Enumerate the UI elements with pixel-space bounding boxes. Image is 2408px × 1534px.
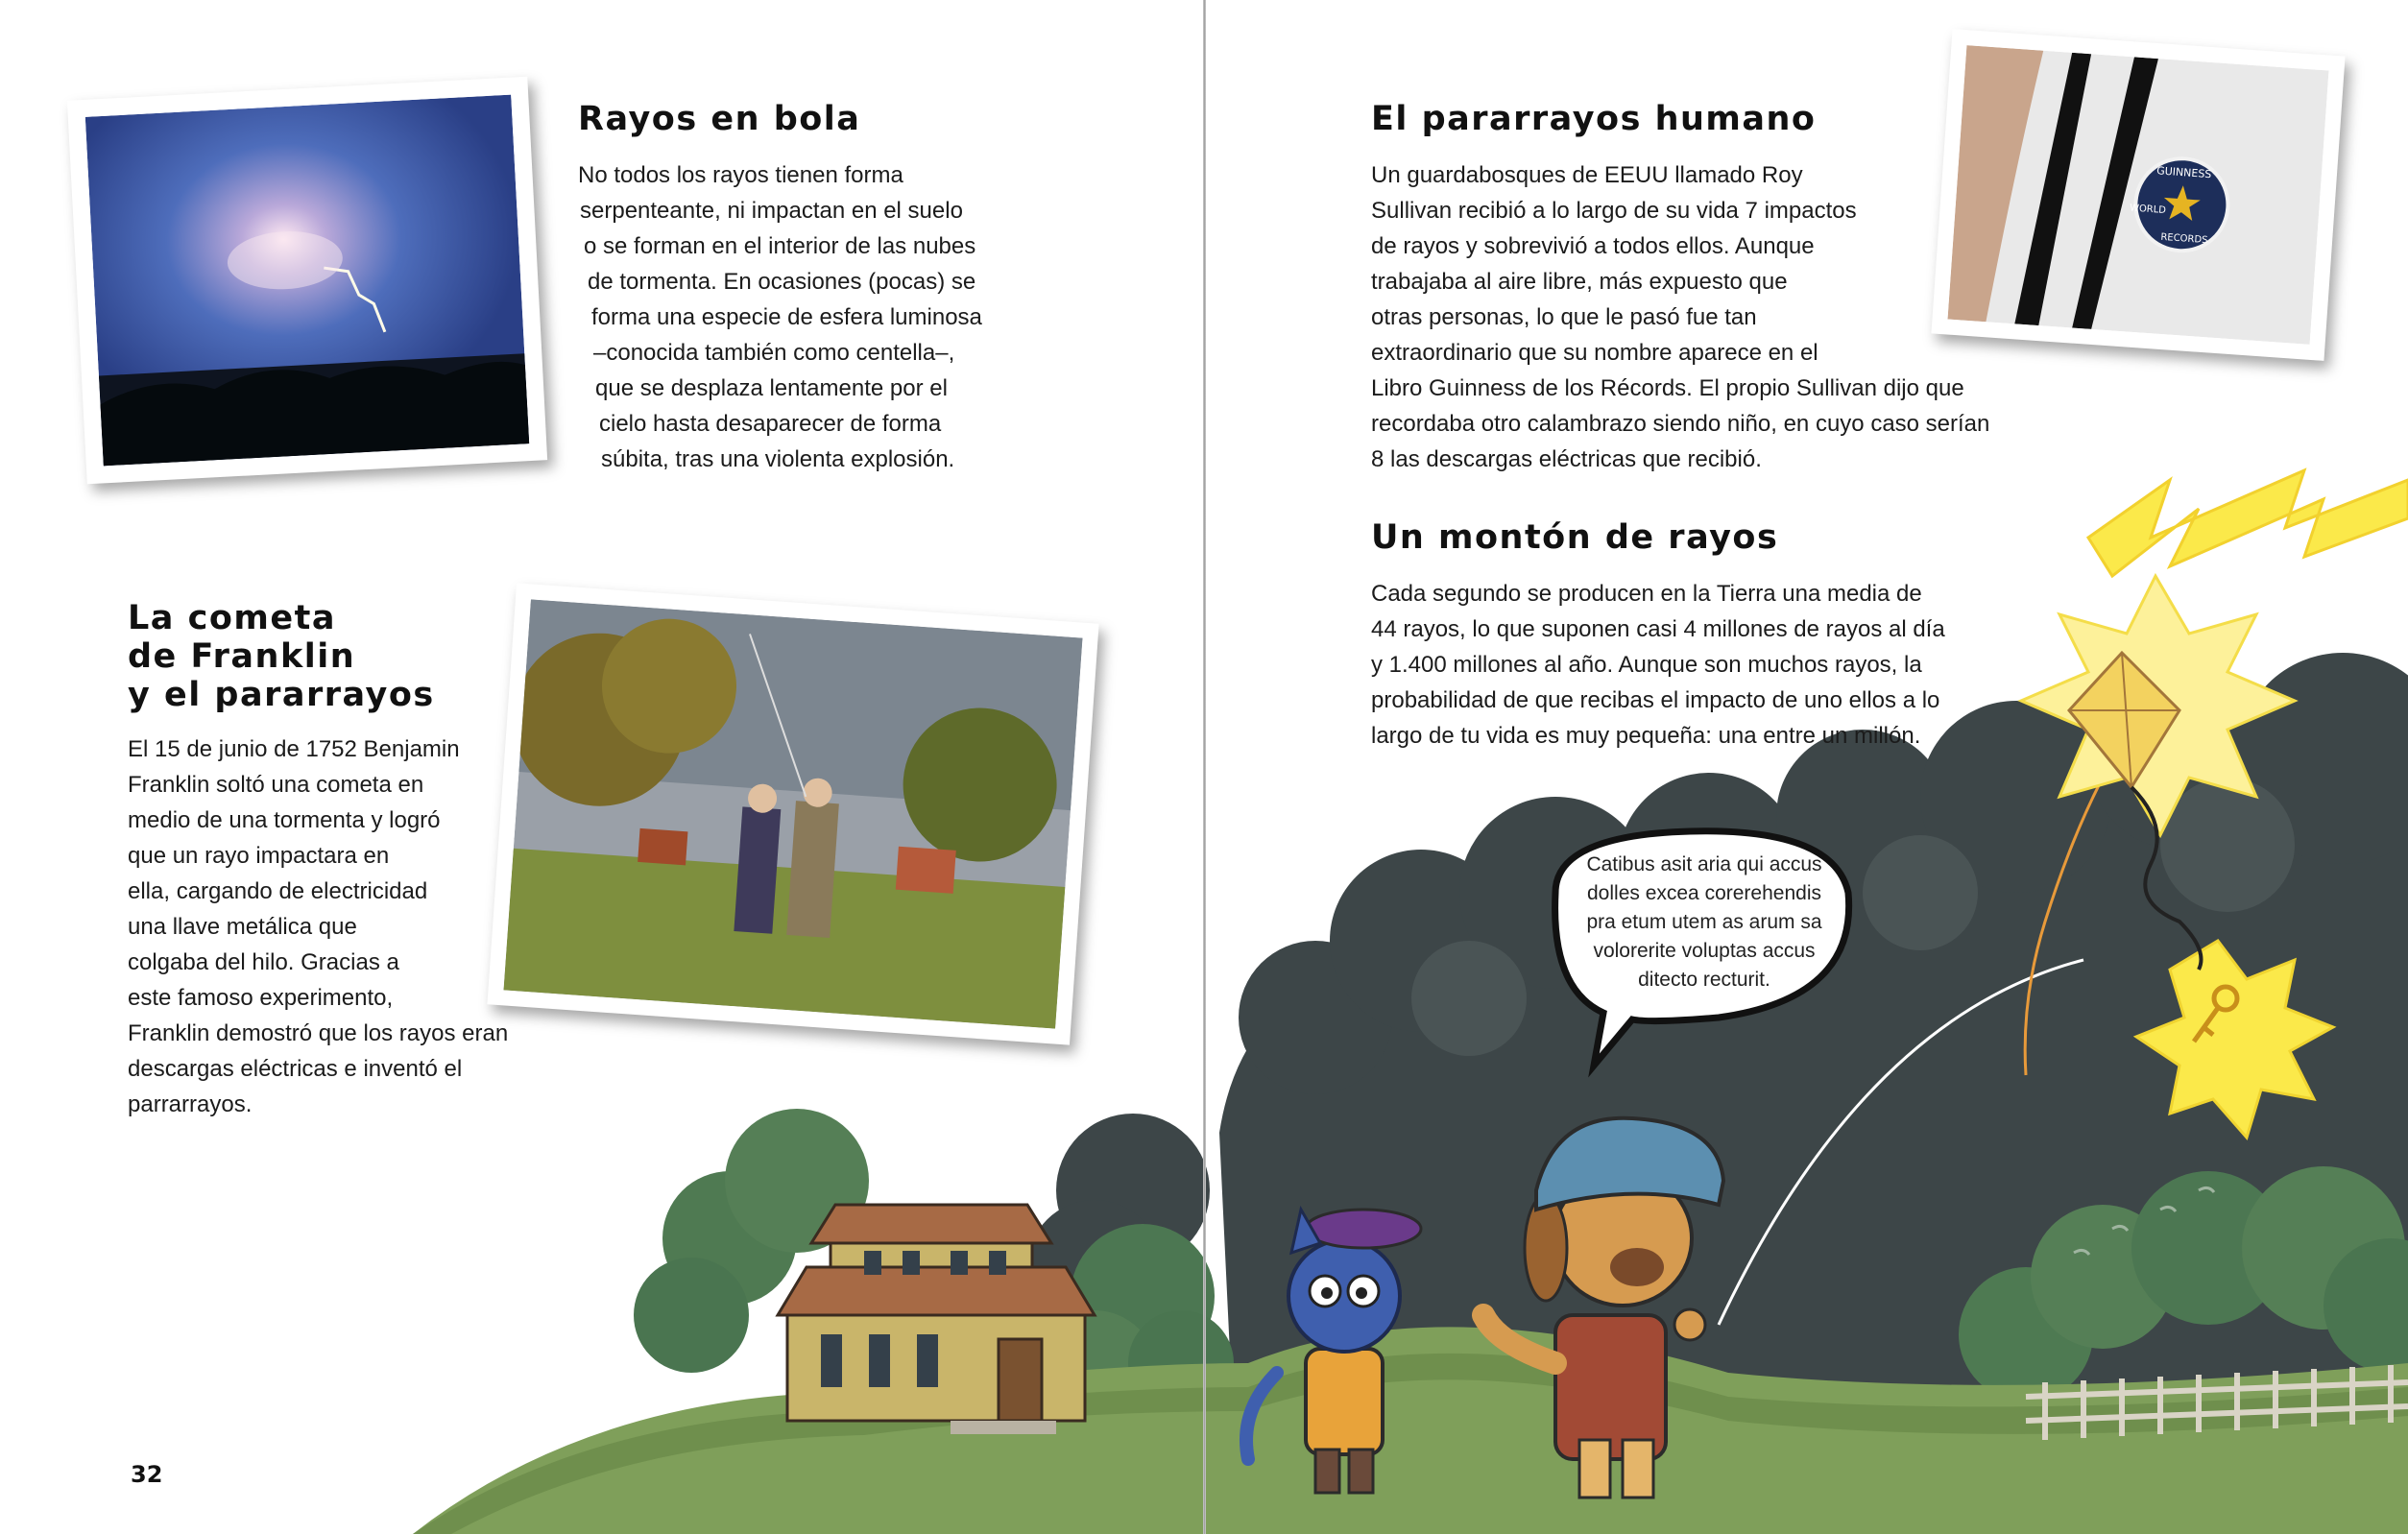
text-line: o se forman en el interior de las nubes — [584, 233, 976, 259]
heading-human-rod: El pararrayos humano — [1371, 100, 1817, 138]
text-line: ella, cargando de electricidad — [128, 878, 428, 904]
page-number: 32 — [131, 1461, 163, 1488]
text-ball-lightning — [578, 157, 982, 477]
text-line: extraordinario que su nombre aparece en el — [1371, 340, 1818, 366]
heading-many-rays: Un montón de rayos — [1371, 518, 1779, 557]
text-line: El 15 de junio de 1752 Benjamin — [128, 736, 460, 762]
text-line: Libro Guinness de los Récords. El propio Sullivan dijo que — [1371, 375, 1964, 401]
photo-franklin-kite — [487, 583, 1098, 1044]
heading-franklin — [128, 599, 435, 714]
text-line: 44 rayos, lo que suponen casi 4 millones de rayos al día — [1371, 616, 1945, 642]
text-many-rays — [1371, 576, 1945, 754]
text-line: de tormenta. En ocasiones (pocas) se — [588, 269, 976, 295]
text-line: este famoso experimento, — [128, 985, 394, 1011]
text-line: Sullivan recibió a lo largo de su vida 7 impactos — [1371, 198, 1857, 224]
text-line: que se desplaza lentamente por el — [595, 375, 948, 401]
heading-ball-lightning: Rayos en bola — [578, 100, 861, 138]
badge-bottom-text: RECORDS — [2160, 231, 2208, 247]
badge-side-text: WORLD — [2129, 203, 2167, 217]
text-line: serpenteante, ni impactan en el suelo — [580, 198, 963, 224]
text-line: colgaba del hilo. Gracias a — [128, 949, 399, 975]
text-line: y 1.400 millones al año. Aunque son muchos rayos, la — [1371, 652, 1922, 678]
bubble-line: Catibus asit aria qui accus — [1586, 853, 1822, 875]
photo-guinness-shirt — [1931, 29, 2345, 361]
text-line: Franklin soltó una cometa en — [128, 772, 424, 798]
text-line: –conocida también como centella–, — [593, 340, 955, 366]
text-human-rod — [1371, 157, 1989, 477]
text-line: parrarrayos. — [128, 1091, 253, 1117]
speech-bubble-text — [1575, 851, 1834, 995]
heading-line: y el pararrayos — [128, 676, 435, 714]
house — [778, 1205, 1095, 1434]
bubble-line: dolles excea corerehendis — [1587, 882, 1821, 904]
lightning-bolt — [2088, 470, 2408, 576]
text-line: Cada segundo se producen en la Tierra una media de — [1371, 581, 1922, 607]
text-line: cielo hasta desaparecer de forma — [599, 411, 942, 437]
text-franklin — [128, 731, 508, 1122]
text-line: descargas eléctricas e inventó el — [128, 1056, 463, 1082]
text-line: súbita, tras una violenta explosión. — [601, 446, 955, 472]
bubble-line: pra etum utem as arum sa — [1586, 911, 1822, 933]
text-line: largo de tu vida es muy pequeña: una entre un millón. — [1371, 723, 1921, 749]
text-line: forma una especie de esfera luminosa — [591, 304, 982, 330]
photo-ball-lightning — [67, 77, 547, 485]
book-gutter — [1203, 0, 1206, 1534]
text-line: probabilidad de que recibas el impacto de uno ellos a lo — [1371, 687, 1940, 713]
text-line: 8 las descargas eléctricas que recibió. — [1371, 446, 1762, 472]
text-line: medio de una tormenta y logró — [128, 807, 441, 833]
text-line: Franklin demostró que los rayos eran — [128, 1020, 509, 1046]
text-line: recordaba otro calambrazo siendo niño, en cuyo caso serían — [1371, 411, 1990, 437]
bubble-line: volorerite voluptas accus — [1593, 940, 1816, 962]
text-line: No todos los rayos tienen forma — [578, 162, 903, 188]
text-line: una llave metálica que — [128, 914, 357, 940]
text-line: que un rayo impactara en — [128, 843, 390, 869]
text-line: Un guardabosques de EEUU llamado Roy — [1371, 162, 1803, 188]
text-line: otras personas, lo que le pasó fue tan — [1371, 304, 1757, 330]
text-line: trabajaba al aire libre, más expuesto que — [1371, 269, 1788, 295]
badge-top-text: GUINNESS — [2155, 164, 2212, 181]
heading-line: de Franklin — [128, 637, 356, 676]
text-line: de rayos y sobrevivió a todos ellos. Aunque — [1371, 233, 1815, 259]
bubble-line: ditecto recturit. — [1638, 969, 1770, 991]
heading-line: La cometa — [128, 599, 336, 637]
